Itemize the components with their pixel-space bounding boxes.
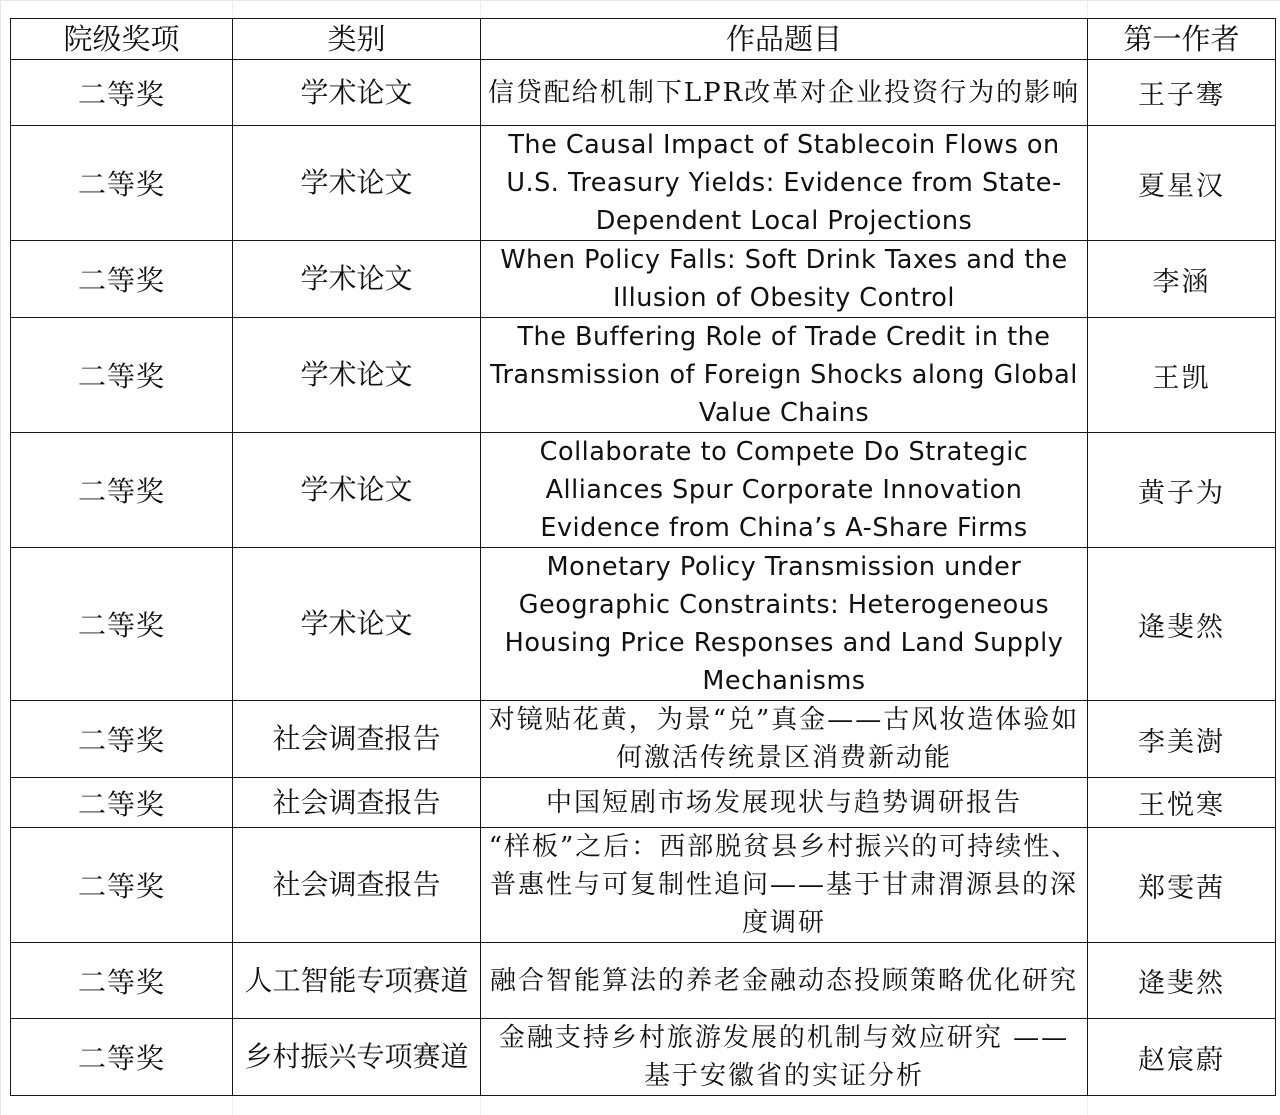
table-row [11, 126, 1276, 241]
table-row [11, 1019, 1276, 1096]
category-cell[interactable]: 学术论文 [233, 548, 481, 701]
award-cell[interactable]: 二等奖 [11, 1019, 233, 1096]
author-cell[interactable]: 逄斐然 [1088, 943, 1276, 1019]
header-row [11, 19, 1276, 60]
award-cell[interactable]: 二等奖 [11, 318, 233, 433]
category-cell[interactable]: 人工智能专项赛道 [233, 943, 481, 1019]
table-row [11, 60, 1276, 126]
title-cell[interactable]: “样板”之后：西部脱贫县乡村振兴的可持续性、普惠性与可复制性追问——基于甘肃渭源县的深度调研 [481, 828, 1088, 943]
header-category[interactable]: 类别 [233, 19, 481, 60]
title-cell[interactable]: Collaborate to Compete Do Strategic Alliances Spur Corporate Innovation Evidence from China’s A-Share Firms [481, 433, 1088, 548]
title-cell[interactable]: 金融支持乡村旅游发展的机制与效应研究 ——基于安徽省的实证分析 [481, 1019, 1088, 1096]
category-cell[interactable]: 学术论文 [233, 60, 481, 126]
author-cell[interactable]: 黄子为 [1088, 433, 1276, 548]
header-award[interactable]: 院级奖项 [11, 19, 233, 60]
awards-table [10, 18, 1276, 1096]
table-row [11, 318, 1276, 433]
author-cell[interactable]: 逄斐然 [1088, 548, 1276, 701]
table-row [11, 701, 1276, 778]
table-row [11, 828, 1276, 943]
author-cell[interactable]: 李美澍 [1088, 701, 1276, 778]
author-cell[interactable]: 王悦寒 [1088, 778, 1276, 828]
table-row [11, 943, 1276, 1019]
category-cell[interactable]: 学术论文 [233, 433, 481, 548]
award-cell[interactable]: 二等奖 [11, 701, 233, 778]
award-cell[interactable]: 二等奖 [11, 126, 233, 241]
award-cell[interactable]: 二等奖 [11, 828, 233, 943]
award-cell[interactable]: 二等奖 [11, 433, 233, 548]
title-cell[interactable]: 中国短剧市场发展现状与趋势调研报告 [481, 778, 1088, 828]
category-cell[interactable]: 社会调查报告 [233, 828, 481, 943]
award-cell[interactable]: 二等奖 [11, 778, 233, 828]
award-cell[interactable]: 二等奖 [11, 60, 233, 126]
title-cell[interactable]: 信贷配给机制下LPR改革对企业投资行为的影响 [481, 60, 1088, 126]
category-cell[interactable]: 学术论文 [233, 241, 481, 318]
title-cell[interactable]: When Policy Falls: Soft Drink Taxes and the Illusion of Obesity Control [481, 241, 1088, 318]
title-cell[interactable]: Monetary Policy Transmission under Geographic Constraints: Heterogeneous Housing Price Responses and Land Supply Mechanisms [481, 548, 1088, 701]
table-row [11, 778, 1276, 828]
title-cell[interactable]: The Causal Impact of Stablecoin Flows on U.S. Treasury Yields: Evidence from State-Dependent Local Projections [481, 126, 1088, 241]
category-cell[interactable]: 社会调查报告 [233, 778, 481, 828]
category-cell[interactable]: 乡村振兴专项赛道 [233, 1019, 481, 1096]
author-cell[interactable]: 王凯 [1088, 318, 1276, 433]
award-cell[interactable]: 二等奖 [11, 241, 233, 318]
category-cell[interactable]: 学术论文 [233, 126, 481, 241]
header-title[interactable]: 作品题目 [481, 19, 1088, 60]
category-cell[interactable]: 社会调查报告 [233, 701, 481, 778]
header-author[interactable]: 第一作者 [1088, 19, 1276, 60]
title-cell[interactable]: 对镜贴花黄，为景“兑”真金——古风妆造体验如何激活传统景区消费新动能 [481, 701, 1088, 778]
table-row [11, 241, 1276, 318]
title-cell[interactable]: 融合智能算法的养老金融动态投顾策略优化研究 [481, 943, 1088, 1019]
author-cell[interactable]: 王子骞 [1088, 60, 1276, 126]
award-cell[interactable]: 二等奖 [11, 548, 233, 701]
author-cell[interactable]: 赵宸蔚 [1088, 1019, 1276, 1096]
title-cell[interactable]: The Buffering Role of Trade Credit in the Transmission of Foreign Shocks along Global Value Chains [481, 318, 1088, 433]
table-row [11, 548, 1276, 701]
author-cell[interactable]: 夏星汉 [1088, 126, 1276, 241]
category-cell[interactable]: 学术论文 [233, 318, 481, 433]
author-cell[interactable]: 李涵 [1088, 241, 1276, 318]
table-row [11, 433, 1276, 548]
author-cell[interactable]: 郑雯茜 [1088, 828, 1276, 943]
award-cell[interactable]: 二等奖 [11, 943, 233, 1019]
